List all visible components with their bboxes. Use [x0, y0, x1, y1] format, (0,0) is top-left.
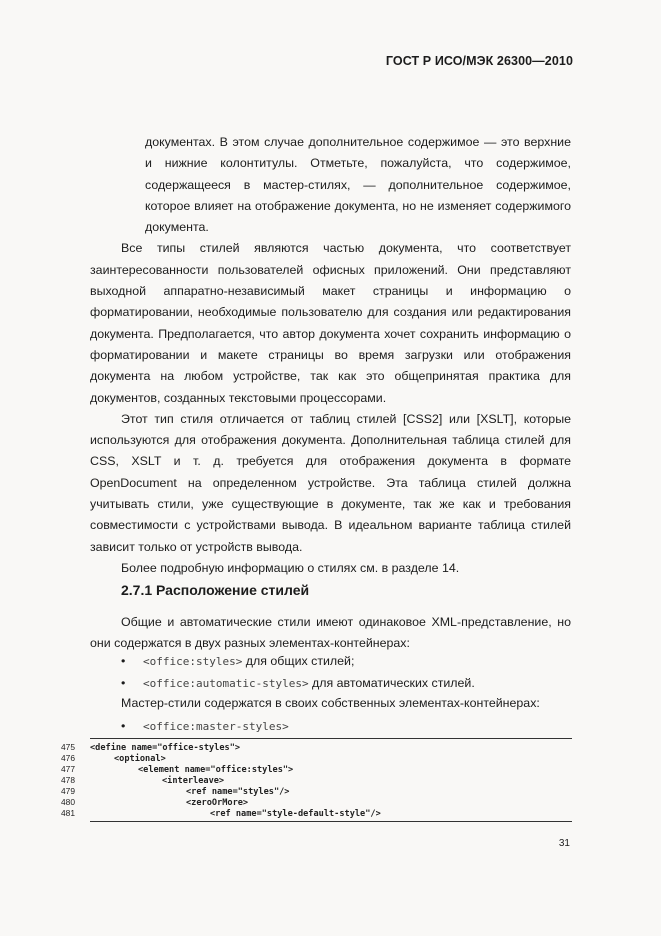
paragraph-master-styles: Мастер-стили содержатся в своих собственных элементах-контейнерах:	[121, 696, 540, 710]
code-line	[61, 742, 572, 753]
paragraph-style-difference	[90, 409, 571, 558]
code-listing	[61, 738, 572, 822]
section-text	[90, 612, 571, 655]
code-line	[61, 797, 572, 808]
code-term: <office:automatic-styles>	[143, 677, 309, 690]
line-number: 479	[61, 786, 75, 796]
paragraph-part: Этот тип стиля отличается от таблиц стилей [CSS2] или [XSLT], которые используются для отображения документа. Дополнительная таблица стилей для CSS, XSLT и т. д. требуется для отображения документа в формате	[90, 411, 571, 469]
bullet-marker: •	[121, 654, 126, 668]
code-line	[61, 764, 572, 775]
note-paragraph: документах. В этом случае дополнительное содержимое — это верхние и нижние колонтитулы. Отметьте, пожалуйста, что содержимое, содержащееся в мастер-стилях, — дополнительное содержимое, которое влияет на отображение документа, но не изменяет содержимого документа.	[145, 135, 571, 235]
line-number: 478	[61, 775, 75, 785]
code-text: <define name="office-styles">	[90, 743, 241, 753]
code-line	[61, 786, 572, 797]
code-text: <optional>	[114, 754, 166, 764]
line-number: 481	[61, 808, 75, 818]
list-item	[121, 654, 354, 668]
paragraph-style-types: Все типы стилей являются частью документа, что соответствует заинтересованности пользователей офисных приложений. Они представляют выходной аппаратно-независимый макет страницы и информацию о форматировании, необходимые пользователю для создания или редактирования документа. Предполагается, что автор документа хочет сохранить информацию о форматировании и макете страницы во время загрузки или отображения документа на любом устройстве, так как это общепринятая практика для документов, созданных текстовыми процессорами.	[90, 241, 571, 405]
paragraph-containers: Общие и автоматические стили имеют одинаковое XML-представление, но они содержатся в двух разных элементах-контейнерах:	[90, 615, 571, 651]
body-text	[90, 132, 571, 579]
page-header-standard-id: ГОСТ Р ИСО/МЭК 26300—2010	[385, 54, 573, 68]
code-text: <zeroOrMore>	[186, 798, 249, 808]
code-text: <ref name="styles"/>	[186, 787, 290, 797]
code-line	[61, 808, 572, 819]
line-number: 475	[61, 742, 75, 752]
paragraph-see-section: Более подробную информацию о стилях см. в разделе 14.	[121, 560, 460, 575]
code-term: <office:styles>	[143, 655, 243, 668]
list-item	[121, 676, 475, 690]
list-item-text: для автоматических стилей.	[308, 676, 475, 690]
line-number: 476	[61, 753, 75, 763]
master-styles-text	[90, 693, 571, 714]
code-text: <ref name="style-default-style"/>	[210, 809, 381, 819]
line-number: 480	[61, 797, 75, 807]
section-heading: 2.7.1 Расположение стилей	[121, 582, 310, 598]
paragraph-part: на определенном устройстве. Эта таблица стилей должна учитывать стили, уже существующие в документе, так же как и требования совместимости с устройствами вывода. В идеальном варианте таблица стилей зависит только от устройств вывода.	[90, 475, 572, 554]
line-number: 477	[61, 764, 75, 774]
code-line	[61, 753, 572, 764]
list-item-text: для общих стилей;	[242, 654, 355, 668]
code-text: <interleave>	[162, 776, 225, 786]
page-number: 31	[558, 838, 570, 849]
code-line	[61, 775, 572, 786]
bullet-marker: •	[121, 676, 126, 690]
code-term: <office:master-styles>	[143, 720, 289, 733]
opendocument-term: OpenDocument	[90, 475, 177, 490]
code-text: <element name="office:styles">	[138, 765, 294, 775]
bullet-marker: •	[121, 719, 126, 733]
list-item	[121, 719, 289, 733]
